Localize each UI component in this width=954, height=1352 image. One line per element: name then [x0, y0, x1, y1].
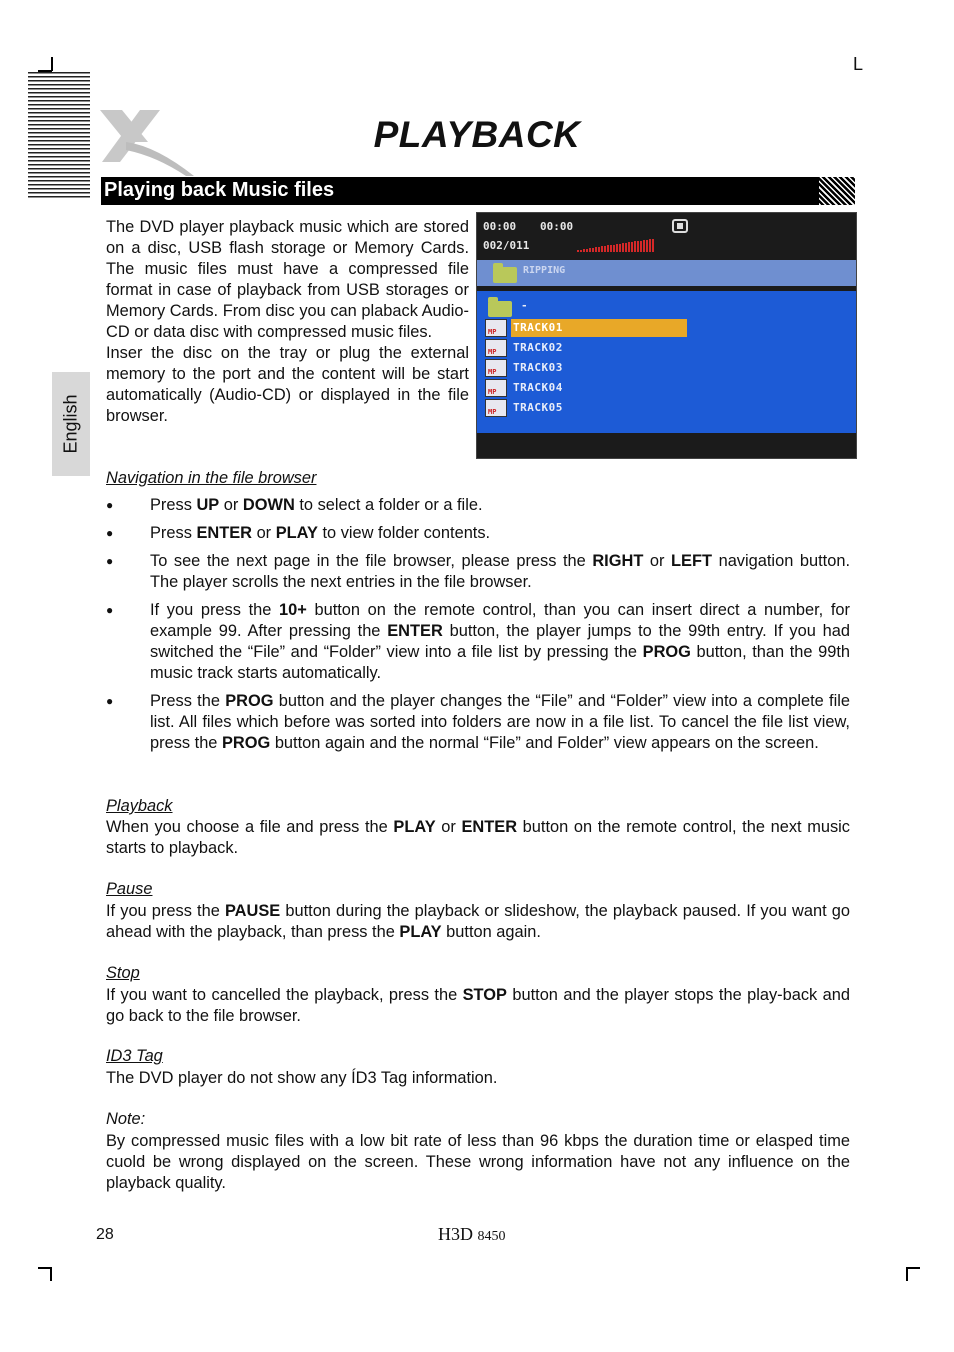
- elapsed-time: 00:00: [483, 220, 517, 233]
- parent-folder-icon: [488, 301, 512, 317]
- track-name: TRACK04: [513, 381, 563, 394]
- intro-paragraph-1: The DVD player playback music which are stored on a disc, USB flash storage or Memory Cards. The music files must have a compressed file format in case of playback from USB storages or Memory Cards. From disc you can plaback Audio-CD or data disc with compressed music files.: [106, 218, 469, 341]
- meter-bar: [589, 248, 591, 252]
- page-title: PLAYBACK: [373, 114, 581, 155]
- meter-bar: [586, 249, 588, 252]
- intro-text: [106, 217, 469, 427]
- navigation-bullet-4: ● If you press the 10+ button on the remote control, than you can insert direct a number, for example 99. After pressing the ENTER button, the player jumps to the 99th entry. If you had switched the “File” and “Folder” view into a file list by pressing the PROG button, than the 99th music track starts automatically.: [106, 600, 850, 684]
- meter-bar: [631, 242, 633, 252]
- meter-bar: [652, 239, 654, 252]
- section-heading-bar: [101, 177, 855, 205]
- meter-bar: [583, 249, 585, 252]
- pause-heading: Pause: [106, 880, 153, 898]
- meter-bar: [607, 245, 609, 252]
- meter-bar: [592, 248, 594, 252]
- mp3-file-icon: [485, 339, 507, 357]
- meter-bar: [640, 241, 642, 252]
- meter-bar: [598, 247, 600, 252]
- mp3-file-icon: [485, 359, 507, 377]
- crop-mark-bottom-right-v: [906, 1267, 908, 1281]
- id3-heading: ID3 Tag: [106, 1047, 163, 1065]
- track-name: TRACK01: [513, 321, 563, 334]
- navigation-bullet-1: ● Press UP or DOWN to select a folder or a file.: [106, 495, 850, 516]
- path-label: RIPPING: [523, 265, 566, 276]
- model-prefix: H3D: [438, 1224, 473, 1244]
- navigation-bullet-3: ● To see the next page in the file browser, please press the RIGHT or LEFT navigation button. The player scrolls the next entries in the file browser.: [106, 551, 850, 593]
- file-list: [477, 291, 856, 433]
- playback-text: When you choose a file and press the PLAY or ENTER button on the remote control, the next music starts to playback.: [106, 818, 850, 857]
- track-name: TRACK05: [513, 401, 563, 414]
- section-bar-pattern: [819, 177, 855, 205]
- navigation-list: [106, 495, 850, 761]
- meter-bar: [613, 245, 615, 252]
- meter-bar: [634, 241, 636, 252]
- stop-text: If you want to cancelled the playback, press the STOP button and the player stops the play-back and go back to the file browser.: [106, 986, 850, 1025]
- note-heading: Note:: [106, 1110, 146, 1128]
- meter-bar: [646, 240, 648, 252]
- stop-heading: Stop: [106, 964, 140, 982]
- intro-paragraph-2: Inser the disc on the tray or plug the external memory to the port and the content will be start automatically (Audio-CD) or displayed in the file browser.: [106, 344, 469, 425]
- meter-bar: [595, 247, 597, 252]
- meter-bar: [604, 246, 606, 252]
- section-title: Playing back Music files: [104, 179, 335, 201]
- note-text: By compressed music files with a low bit rate of less than 96 kbps the duration time or elasped time cuold be wrong displayed on the screen. These wrong information have not any influence on the playback quality.: [106, 1132, 850, 1192]
- pause-text: If you press the PAUSE button during the playback or slideshow, the playback paused. If you want go ahead with the playback, than press the PLAY button again.: [106, 902, 850, 941]
- total-time: 00:00: [540, 220, 574, 233]
- meter-bar: [616, 244, 618, 252]
- meter-bar: [622, 243, 624, 252]
- meter-bar: [580, 250, 582, 252]
- parent-folder-label: -: [521, 299, 528, 312]
- screen-footer: [477, 435, 856, 459]
- mp3-file-icon: [485, 319, 507, 337]
- navigation-heading: Navigation in the file browser: [106, 469, 317, 487]
- id3-text: The DVD player do not show any ÍD3 Tag information.: [106, 1069, 498, 1087]
- folder-icon: [493, 267, 517, 283]
- page-number: 28: [96, 1226, 114, 1243]
- meter-bar: [619, 244, 621, 252]
- meter-bar: [625, 243, 627, 252]
- meter-bar: [643, 240, 645, 252]
- meter-bar: [610, 245, 612, 252]
- track-counter: 002/011: [483, 239, 530, 252]
- meter-bar: [637, 241, 639, 252]
- model-number: 8450: [477, 1229, 506, 1244]
- mp3-file-icon: [485, 379, 507, 397]
- navigation-bullet-5: ● Press the PROG button and the player changes the “File” and “Folder” view into a complete file list. All files which before was sorted into folders are now in a file list. To cancel the file list view, press the PROG button again and the normal “File” and Folder” view appears on the screen.: [106, 691, 850, 754]
- file-browser-screenshot: [476, 212, 857, 459]
- mp3-file-icon: [485, 399, 507, 417]
- volume-meter: [577, 238, 663, 252]
- crop-mark-bottom-right-h: [906, 1267, 920, 1269]
- navigation-bullet-2: ● Press ENTER or PLAY to view folder contents.: [106, 523, 850, 544]
- track-name: TRACK02: [513, 341, 563, 354]
- crop-mark-top-left-v: [51, 57, 53, 71]
- meter-bar: [577, 250, 579, 252]
- meter-bar: [601, 246, 603, 252]
- corner-mark: L: [853, 54, 864, 74]
- playback-heading: Playback: [106, 797, 173, 815]
- meter-bar: [628, 242, 630, 252]
- track-name: TRACK03: [513, 361, 563, 374]
- language-label: English: [60, 394, 81, 454]
- language-tab: [52, 372, 90, 476]
- meter-bar: [649, 239, 651, 252]
- model-name: [438, 1224, 506, 1245]
- crop-mark-bottom-left-v: [50, 1267, 52, 1281]
- stop-icon: [672, 219, 688, 233]
- path-bar: [477, 260, 856, 286]
